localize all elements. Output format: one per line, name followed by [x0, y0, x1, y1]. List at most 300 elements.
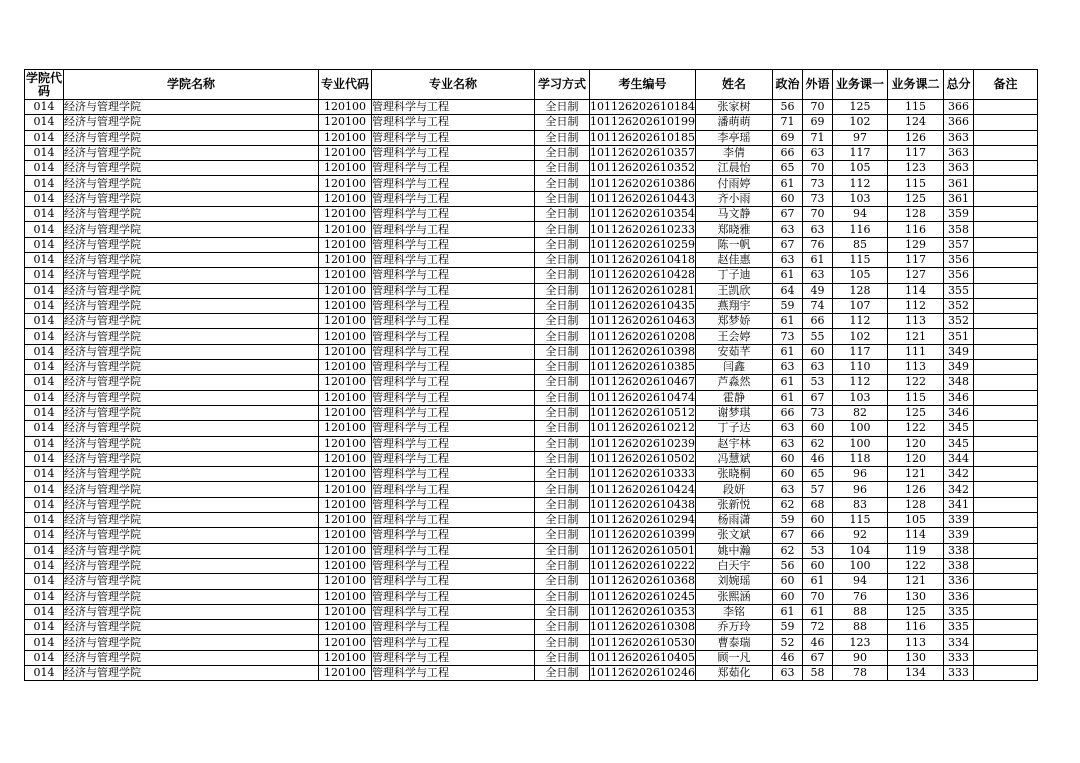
table-row [25, 467, 1038, 482]
cell-major-name: 管理科学与工程 [372, 130, 535, 145]
cell-exam-id: 101126202610208 [590, 329, 695, 343]
table-row [25, 436, 1038, 451]
cell-name: 霍静 [696, 390, 773, 405]
cell-major-name: 管理科学与工程 [372, 298, 535, 313]
cell-major-name: 管理科学与工程 [372, 451, 535, 466]
cell-course1: 82 [833, 405, 888, 420]
table-row [25, 665, 1038, 680]
cell-college-name: 经济与管理学院 [64, 421, 319, 436]
table-body [25, 100, 1038, 681]
cell-exam-id: 101126202610386 [590, 176, 695, 190]
cell-college-code: 014 [25, 589, 64, 604]
cell-study-mode: 全日制 [535, 513, 590, 528]
cell-study-mode: 全日制 [535, 161, 590, 176]
cell-foreign-lang: 70 [803, 161, 833, 176]
cell-college-name: 经济与管理学院 [64, 237, 319, 252]
cell-exam-id: 101126202610502 [590, 451, 695, 465]
table-row [25, 252, 1038, 267]
cell-course1: 112 [833, 314, 888, 329]
table-row [25, 130, 1038, 145]
cell-remark [974, 421, 1038, 436]
cell-foreign-lang: 61 [803, 574, 833, 589]
cell-course2: 119 [888, 543, 944, 558]
cell-foreign-lang: 62 [803, 436, 833, 451]
cell-foreign-lang: 63 [803, 268, 833, 283]
cell-politics: 60 [773, 574, 803, 589]
cell-course1: 107 [833, 298, 888, 313]
cell-foreign-lang: 53 [803, 375, 833, 390]
cell-course2: 124 [888, 115, 944, 130]
cell-politics: 67 [773, 207, 803, 222]
cell-study-mode: 全日制 [535, 130, 590, 145]
cell-major-code: 120100 [319, 543, 372, 558]
cell-name: 郑梦娇 [696, 314, 773, 329]
cell-politics: 61 [773, 390, 803, 405]
cell-study-mode: 全日制 [535, 467, 590, 482]
cell-major-name: 管理科学与工程 [372, 375, 535, 390]
cell-foreign-lang: 74 [803, 298, 833, 313]
header-college-name: 学院名称 [64, 70, 319, 100]
cell-politics: 67 [773, 237, 803, 252]
cell-politics: 67 [773, 528, 803, 543]
cell-college-name: 经济与管理学院 [64, 130, 319, 145]
cell-exam-id: 101126202610281 [590, 283, 695, 297]
table-row [25, 314, 1038, 329]
cell-college-code: 014 [25, 436, 64, 451]
cell-total: 333 [944, 650, 974, 665]
cell-study-mode: 全日制 [535, 451, 590, 466]
cell-study-mode: 全日制 [535, 268, 590, 283]
cell-college-name: 经济与管理学院 [64, 467, 319, 482]
cell-foreign-lang: 73 [803, 405, 833, 420]
cell-politics: 56 [773, 558, 803, 573]
cell-politics: 59 [773, 620, 803, 635]
cell-exam-id: 101126202610352 [590, 161, 695, 175]
cell-exam-id: 101126202610438 [590, 497, 695, 511]
cell-total: 338 [944, 558, 974, 573]
cell-college-name: 经济与管理学院 [64, 176, 319, 191]
cell-major-name: 管理科学与工程 [372, 115, 535, 130]
cell-exam-id: 101126202610463 [590, 314, 695, 328]
cell-study-mode: 全日制 [535, 620, 590, 635]
cell-total: 335 [944, 620, 974, 635]
cell-politics: 63 [773, 222, 803, 237]
cell-study-mode: 全日制 [535, 145, 590, 160]
cell-course2: 126 [888, 130, 944, 145]
cell-major-code: 120100 [319, 497, 372, 512]
cell-foreign-lang: 71 [803, 130, 833, 145]
cell-college-name: 经济与管理学院 [64, 329, 319, 344]
cell-politics: 63 [773, 482, 803, 497]
cell-course2: 126 [888, 482, 944, 497]
cell-course2: 113 [888, 314, 944, 329]
cell-remark [974, 665, 1038, 680]
cell-exam-id: 101126202610259 [590, 237, 695, 251]
cell-remark [974, 451, 1038, 466]
cell-major-code: 120100 [319, 482, 372, 497]
table-row [25, 145, 1038, 160]
cell-major-name: 管理科学与工程 [372, 360, 535, 375]
cell-college-name: 经济与管理学院 [64, 620, 319, 635]
cell-study-mode: 全日制 [535, 390, 590, 405]
cell-college-name: 经济与管理学院 [64, 589, 319, 604]
cell-remark [974, 115, 1038, 130]
cell-remark [974, 405, 1038, 420]
cell-college-name: 经济与管理学院 [64, 558, 319, 573]
cell-college-name: 经济与管理学院 [64, 222, 319, 237]
table-row [25, 222, 1038, 237]
cell-major-name: 管理科学与工程 [372, 283, 535, 298]
cell-college-name: 经济与管理学院 [64, 405, 319, 420]
cell-foreign-lang: 63 [803, 222, 833, 237]
cell-exam-id: 101126202610385 [590, 360, 695, 374]
cell-college-name: 经济与管理学院 [64, 268, 319, 283]
cell-course1: 112 [833, 176, 888, 191]
cell-course1: 115 [833, 513, 888, 528]
cell-course1: 83 [833, 497, 888, 512]
cell-name: 张新悦 [696, 497, 773, 512]
cell-total: 366 [944, 115, 974, 130]
cell-study-mode: 全日制 [535, 298, 590, 313]
cell-major-name: 管理科学与工程 [372, 436, 535, 451]
cell-college-code: 014 [25, 497, 64, 512]
cell-remark [974, 314, 1038, 329]
table-row [25, 100, 1038, 115]
cell-name: 马文静 [696, 207, 773, 222]
table-row [25, 421, 1038, 436]
cell-total: 342 [944, 482, 974, 497]
cell-major-code: 120100 [319, 635, 372, 650]
cell-exam-id: 101126202610443 [590, 191, 695, 205]
cell-major-code: 120100 [319, 191, 372, 206]
cell-major-code: 120100 [319, 558, 372, 573]
cell-exam-id: 101126202610222 [590, 559, 695, 573]
cell-major-name: 管理科学与工程 [372, 589, 535, 604]
cell-course1: 94 [833, 207, 888, 222]
cell-course2: 121 [888, 574, 944, 589]
cell-college-code: 014 [25, 650, 64, 665]
cell-college-name: 经济与管理学院 [64, 298, 319, 313]
cell-name: 张文斌 [696, 528, 773, 543]
cell-foreign-lang: 73 [803, 176, 833, 191]
cell-major-code: 120100 [319, 329, 372, 344]
cell-remark [974, 100, 1038, 115]
cell-total: 349 [944, 360, 974, 375]
cell-total: 344 [944, 451, 974, 466]
cell-foreign-lang: 60 [803, 558, 833, 573]
cell-course2: 125 [888, 191, 944, 206]
table-row [25, 176, 1038, 191]
cell-college-code: 014 [25, 283, 64, 298]
cell-major-name: 管理科学与工程 [372, 145, 535, 160]
table-row [25, 268, 1038, 283]
cell-exam-id: 101126202610308 [590, 620, 695, 634]
cell-major-name: 管理科学与工程 [372, 574, 535, 589]
cell-college-code: 014 [25, 222, 64, 237]
cell-course2: 114 [888, 528, 944, 543]
cell-college-code: 014 [25, 558, 64, 573]
cell-course1: 92 [833, 528, 888, 543]
cell-foreign-lang: 67 [803, 390, 833, 405]
cell-course2: 113 [888, 635, 944, 650]
cell-name: 曹泰瑞 [696, 635, 773, 650]
table-row [25, 604, 1038, 619]
cell-politics: 60 [773, 467, 803, 482]
cell-name: 张熙涵 [696, 589, 773, 604]
cell-politics: 63 [773, 252, 803, 267]
cell-foreign-lang: 57 [803, 482, 833, 497]
cell-course1: 102 [833, 329, 888, 344]
cell-major-name: 管理科学与工程 [372, 191, 535, 206]
cell-course1: 118 [833, 451, 888, 466]
cell-study-mode: 全日制 [535, 574, 590, 589]
cell-exam-id: 101126202610501 [590, 543, 695, 557]
cell-exam-id: 101126202610428 [590, 268, 695, 282]
cell-total: 345 [944, 421, 974, 436]
cell-name: 丁子迪 [696, 268, 773, 283]
cell-course1: 78 [833, 665, 888, 680]
cell-name: 张晓桐 [696, 467, 773, 482]
cell-major-code: 120100 [319, 115, 372, 130]
cell-major-code: 120100 [319, 436, 372, 451]
header-exam-id: 考生编号 [590, 70, 696, 100]
cell-foreign-lang: 63 [803, 360, 833, 375]
cell-name: 乔万玲 [696, 620, 773, 635]
cell-study-mode: 全日制 [535, 222, 590, 237]
cell-major-name: 管理科学与工程 [372, 252, 535, 267]
cell-college-code: 014 [25, 451, 64, 466]
table-row [25, 513, 1038, 528]
cell-total: 357 [944, 237, 974, 252]
cell-course1: 97 [833, 130, 888, 145]
cell-major-code: 120100 [319, 467, 372, 482]
header-politics: 政治 [773, 70, 803, 100]
cell-college-code: 014 [25, 574, 64, 589]
cell-college-code: 014 [25, 604, 64, 619]
cell-exam-id: 101126202610294 [590, 513, 695, 527]
cell-study-mode: 全日制 [535, 191, 590, 206]
cell-college-name: 经济与管理学院 [64, 344, 319, 359]
cell-name: 段妍 [696, 482, 773, 497]
cell-foreign-lang: 72 [803, 620, 833, 635]
cell-major-name: 管理科学与工程 [372, 268, 535, 283]
cell-college-code: 014 [25, 543, 64, 558]
cell-politics: 52 [773, 635, 803, 650]
cell-name: 顾一凡 [696, 650, 773, 665]
cell-study-mode: 全日制 [535, 375, 590, 390]
cell-course2: 116 [888, 620, 944, 635]
cell-remark [974, 191, 1038, 206]
cell-course1: 117 [833, 145, 888, 160]
cell-college-name: 经济与管理学院 [64, 513, 319, 528]
cell-college-code: 014 [25, 176, 64, 191]
cell-course1: 100 [833, 421, 888, 436]
cell-politics: 69 [773, 130, 803, 145]
cell-study-mode: 全日制 [535, 543, 590, 558]
cell-course2: 127 [888, 268, 944, 283]
cell-college-code: 014 [25, 207, 64, 222]
cell-college-name: 经济与管理学院 [64, 360, 319, 375]
cell-course2: 105 [888, 513, 944, 528]
cell-name: 刘婉瑶 [696, 574, 773, 589]
cell-college-code: 014 [25, 115, 64, 130]
cell-course2: 121 [888, 329, 944, 344]
cell-study-mode: 全日制 [535, 528, 590, 543]
cell-college-name: 经济与管理学院 [64, 650, 319, 665]
cell-foreign-lang: 60 [803, 421, 833, 436]
cell-major-name: 管理科学与工程 [372, 635, 535, 650]
cell-remark [974, 635, 1038, 650]
cell-course2: 114 [888, 283, 944, 298]
cell-politics: 66 [773, 145, 803, 160]
cell-remark [974, 360, 1038, 375]
cell-major-code: 120100 [319, 283, 372, 298]
header-remark: 备注 [974, 70, 1038, 100]
table-row [25, 360, 1038, 375]
cell-major-code: 120100 [319, 252, 372, 267]
cell-major-code: 120100 [319, 390, 372, 405]
cell-college-code: 014 [25, 145, 64, 160]
cell-college-code: 014 [25, 467, 64, 482]
cell-major-code: 120100 [319, 574, 372, 589]
cell-remark [974, 222, 1038, 237]
cell-exam-id: 101126202610418 [590, 253, 695, 267]
cell-total: 339 [944, 513, 974, 528]
cell-major-name: 管理科学与工程 [372, 176, 535, 191]
table-row [25, 497, 1038, 512]
cell-remark [974, 161, 1038, 176]
table-row [25, 207, 1038, 222]
cell-politics: 61 [773, 268, 803, 283]
cell-exam-id: 101126202610199 [590, 115, 695, 129]
cell-name: 赵宇林 [696, 436, 773, 451]
cell-major-name: 管理科学与工程 [372, 390, 535, 405]
cell-name: 李铭 [696, 604, 773, 619]
cell-foreign-lang: 61 [803, 252, 833, 267]
cell-name: 冯慧斌 [696, 451, 773, 466]
cell-total: 342 [944, 467, 974, 482]
cell-total: 363 [944, 145, 974, 160]
header-foreign-language: 外语 [803, 70, 833, 100]
cell-name: 安茹芊 [696, 344, 773, 359]
cell-politics: 61 [773, 604, 803, 619]
cell-course1: 128 [833, 283, 888, 298]
cell-foreign-lang: 61 [803, 604, 833, 619]
cell-college-name: 经济与管理学院 [64, 115, 319, 130]
cell-politics: 63 [773, 360, 803, 375]
cell-major-code: 120100 [319, 451, 372, 466]
cell-politics: 63 [773, 421, 803, 436]
cell-major-code: 120100 [319, 528, 372, 543]
cell-total: 348 [944, 375, 974, 390]
cell-name: 赵佳惠 [696, 252, 773, 267]
cell-remark [974, 558, 1038, 573]
cell-college-code: 014 [25, 252, 64, 267]
cell-major-code: 120100 [319, 237, 372, 252]
header-row [25, 70, 1038, 100]
cell-total: 336 [944, 589, 974, 604]
cell-course1: 125 [833, 100, 888, 115]
cell-major-name: 管理科学与工程 [372, 558, 535, 573]
cell-college-name: 经济与管理学院 [64, 191, 319, 206]
cell-exam-id: 101126202610398 [590, 344, 695, 358]
cell-major-code: 120100 [319, 375, 372, 390]
cell-remark [974, 528, 1038, 543]
cell-course1: 76 [833, 589, 888, 604]
cell-foreign-lang: 66 [803, 314, 833, 329]
header-college-code: 学院代码 [25, 70, 62, 98]
cell-total: 346 [944, 390, 974, 405]
cell-course1: 112 [833, 375, 888, 390]
cell-remark [974, 620, 1038, 635]
cell-remark [974, 390, 1038, 405]
cell-major-code: 120100 [319, 604, 372, 619]
cell-college-code: 014 [25, 130, 64, 145]
cell-college-code: 014 [25, 405, 64, 420]
cell-total: 363 [944, 161, 974, 176]
cell-college-code: 014 [25, 528, 64, 543]
cell-total: 361 [944, 176, 974, 191]
cell-college-code: 014 [25, 100, 64, 115]
cell-name: 丁子达 [696, 421, 773, 436]
cell-total: 356 [944, 268, 974, 283]
cell-major-code: 120100 [319, 360, 372, 375]
cell-course1: 104 [833, 543, 888, 558]
cell-remark [974, 589, 1038, 604]
cell-name: 杨雨潇 [696, 513, 773, 528]
cell-study-mode: 全日制 [535, 252, 590, 267]
cell-exam-id: 101126202610185 [590, 130, 695, 144]
cell-total: 338 [944, 543, 974, 558]
cell-course1: 94 [833, 574, 888, 589]
cell-course2: 125 [888, 405, 944, 420]
cell-remark [974, 283, 1038, 298]
cell-course1: 116 [833, 222, 888, 237]
cell-major-code: 120100 [319, 176, 372, 191]
table-row [25, 482, 1038, 497]
cell-course2: 129 [888, 237, 944, 252]
cell-total: 346 [944, 405, 974, 420]
cell-total: 333 [944, 665, 974, 680]
cell-college-name: 经济与管理学院 [64, 497, 319, 512]
cell-course1: 90 [833, 650, 888, 665]
cell-foreign-lang: 76 [803, 237, 833, 252]
table-row [25, 115, 1038, 130]
table-row [25, 528, 1038, 543]
cell-college-code: 014 [25, 191, 64, 206]
cell-course2: 134 [888, 665, 944, 680]
cell-course2: 122 [888, 375, 944, 390]
cell-total: 355 [944, 283, 974, 298]
cell-college-code: 014 [25, 298, 64, 313]
cell-college-name: 经济与管理学院 [64, 528, 319, 543]
cell-course2: 122 [888, 421, 944, 436]
cell-exam-id: 101126202610474 [590, 390, 695, 404]
cell-remark [974, 298, 1038, 313]
table-row [25, 635, 1038, 650]
cell-college-name: 经济与管理学院 [64, 451, 319, 466]
cell-college-code: 014 [25, 329, 64, 344]
cell-study-mode: 全日制 [535, 436, 590, 451]
cell-course1: 85 [833, 237, 888, 252]
cell-course2: 115 [888, 100, 944, 115]
cell-study-mode: 全日制 [535, 344, 590, 359]
cell-politics: 60 [773, 589, 803, 604]
cell-politics: 60 [773, 451, 803, 466]
table-row [25, 237, 1038, 252]
cell-course2: 120 [888, 451, 944, 466]
cell-course2: 117 [888, 145, 944, 160]
